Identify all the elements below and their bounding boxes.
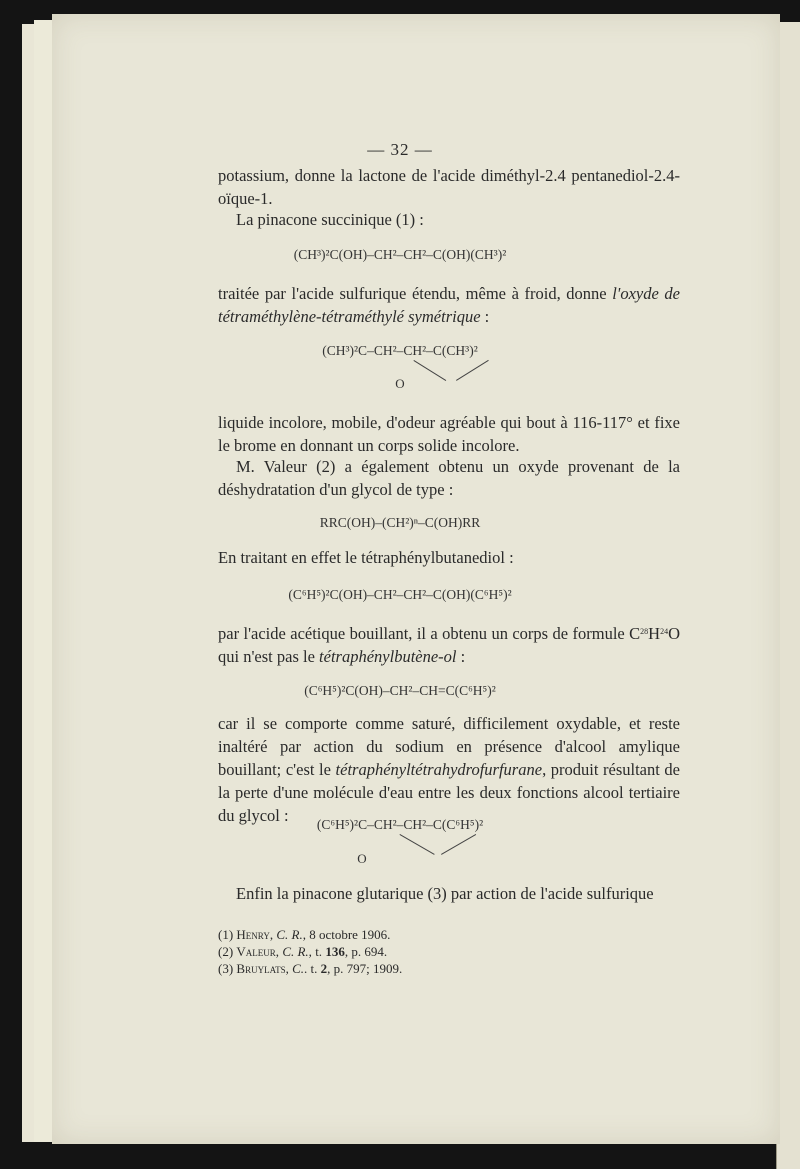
paragraph-text: O qui n'est pas le xyxy=(218,624,680,666)
footnote-author: Bruylats, xyxy=(236,961,289,976)
formula-glycol-type: RRC(OH)–(CH²)ⁿ–C(OH)RR xyxy=(319,515,481,530)
paragraph: potassium, donne la lactone de l'acide diméthyl-2.4 pentanediol-2.4-oïque-1. xyxy=(218,166,680,208)
formula-succinic-pinacone: (CH³)²C(OH)–CH²–CH²–C(OH)(CH³)² xyxy=(293,247,507,262)
footnote-text: , p. 694. xyxy=(344,944,388,959)
paragraph: liquide incolore, mobile, d'odeur agréable qui bout à 116-117° et fixe le brome en donnant un corps solide incolore. xyxy=(218,413,680,455)
formula-tetraphenylbutenol: (C⁶H⁵)²C(OH)–CH²–CH=C(C⁶H⁵)² xyxy=(304,683,496,698)
footnote-number: (3) xyxy=(218,961,234,976)
footnote-number: (2) xyxy=(218,944,234,959)
paragraph-text: : xyxy=(480,307,490,326)
ring-oxygen: O xyxy=(357,851,367,866)
paragraph-text: car il se comporte comme saturé, difficilement oxydable, et reste inaltéré par action du sodium en présence d'alcool amylique bouillant; c'est le xyxy=(218,714,680,779)
footnote-author: Henry, xyxy=(236,927,274,942)
paragraph-text: H xyxy=(648,624,661,643)
formula-oxide-ring: (CH³)²C–CH²–CH²–C(CH³)² xyxy=(322,343,478,358)
superscript: 24 xyxy=(660,627,669,636)
paragraph: M. Valeur (2) a également obtenu un oxyde provenant de la déshydratation d'un glycol de type : xyxy=(218,457,680,499)
footnote-journal: C. xyxy=(292,961,305,976)
paragraph xyxy=(218,622,680,668)
paragraph-text: : xyxy=(456,647,466,666)
paragraph-text: , produit résultant de la perte d'une molécule d'eau entre les deux fonctions alcool tertiaire du glycol : xyxy=(218,760,680,825)
formula-furan-ring: (C⁶H⁵)²C–CH²–CH²–C(C⁶H⁵)² xyxy=(316,817,484,832)
paragraph-text: traitée par l'acide sulfurique étendu, même à froid, donne xyxy=(218,284,613,303)
ring-oxygen: O xyxy=(395,376,405,391)
footnote-volume: 2 xyxy=(320,961,328,976)
footnote xyxy=(218,943,678,960)
footnote-journal: C. R., xyxy=(276,927,306,942)
paragraph: En traitant en effet le tétraphénylbutanediol : xyxy=(218,548,514,567)
footnote xyxy=(218,926,678,943)
footnote-journal: C. R., xyxy=(282,944,312,959)
footnote-number: (1) xyxy=(218,927,234,942)
compound-name: l'oxyde de tétraméthylène-tétraméthylé symétrique xyxy=(218,284,680,326)
formula-tetraphenylbutanediol: (C⁶H⁵)²C(OH)–CH²–CH²–C(OH)(C⁶H⁵)² xyxy=(288,587,512,602)
footnote-text: t. xyxy=(311,944,326,959)
paragraph: La pinacone succinique (1) : xyxy=(236,210,424,229)
compound-name: tétraphényltétrahydrofurfurane xyxy=(335,760,543,779)
footnote-volume: 136 xyxy=(325,944,345,959)
footnote-text: 8 octobre 1906. xyxy=(305,927,391,942)
paragraph xyxy=(218,712,680,827)
footnote-text: . t. xyxy=(304,961,321,976)
compound-name: tétraphénylbutène-ol xyxy=(319,647,457,666)
page-number: — 32 — xyxy=(367,140,433,159)
superscript: 28 xyxy=(640,627,649,636)
paragraph-text: par l'acide acétique bouillant, il a obtenu un corps de formule C xyxy=(218,624,641,643)
paragraph: Enfin la pinacone glutarique (3) par action de l'acide sulfurique xyxy=(236,884,654,903)
footnote-author: Valeur, xyxy=(236,944,280,959)
paragraph xyxy=(218,282,680,328)
footnote-text: , p. 797; 1909. xyxy=(327,961,403,976)
footnote xyxy=(218,960,678,977)
